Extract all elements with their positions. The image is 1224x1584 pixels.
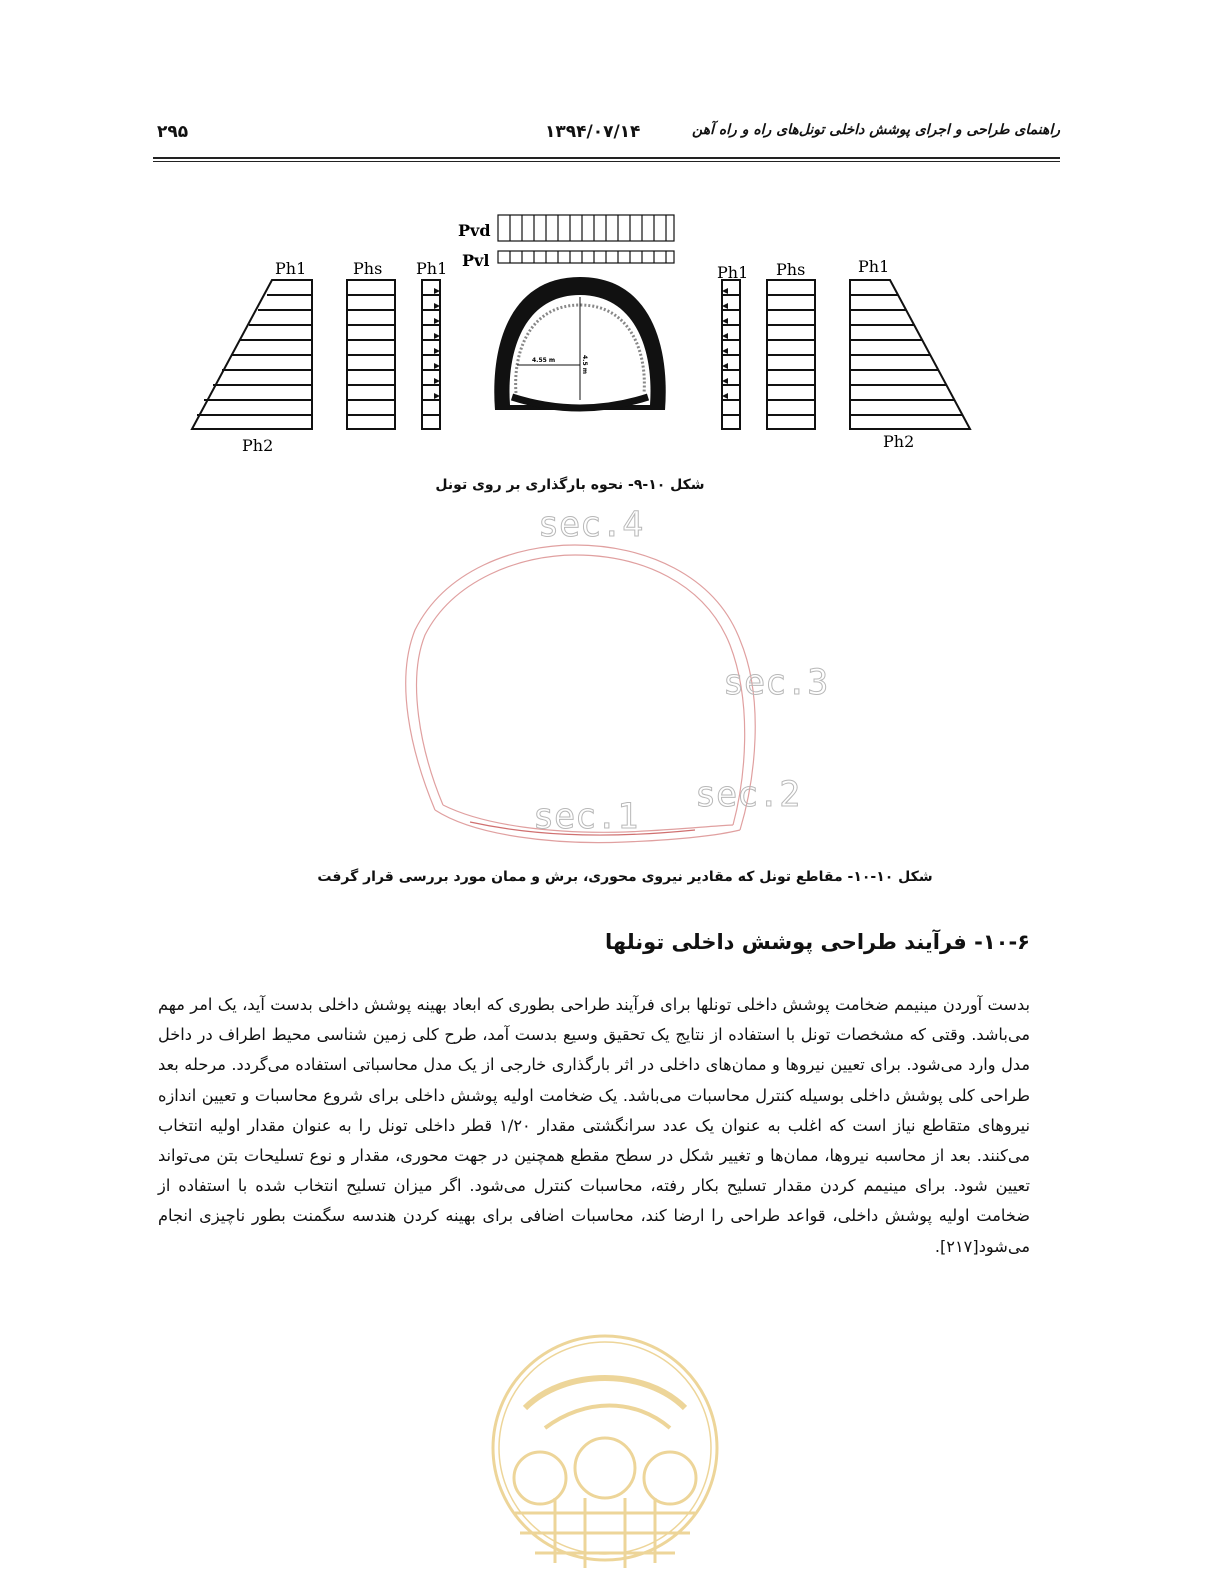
figure2-caption: شکل ۱۰-۱۰- مقاطع تونل که مقادیر نیروی محوری، برش و ممان مورد بررسی قرار گرفت [317, 869, 933, 885]
pvd-load [498, 215, 674, 241]
right-narrow-load [722, 280, 740, 429]
pvd-label: Pvd [458, 221, 491, 240]
pvl-load [498, 251, 674, 263]
section-heading: ۱۰-۶- فرآیند طراحی پوشش داخلی تونلها [604, 930, 1030, 954]
header-rule-thin [153, 161, 1060, 162]
right-narrow-ph1-label: Ph1 [717, 263, 749, 282]
loading-diagram [180, 205, 990, 465]
page-header [155, 118, 1060, 148]
header-title: راهنمای طراحی و اجرای پوشش داخلی تونل‌های راه و راه آهن [692, 122, 1060, 138]
tunnel-height-dim: 4.5 m [581, 355, 588, 374]
right-ph2-label: Ph2 [883, 432, 915, 451]
header-rule [153, 157, 1060, 159]
right-phs-label: Phs [776, 260, 806, 279]
sec4-label: sec.4 [538, 505, 644, 545]
left-ph2-label: Ph2 [242, 436, 274, 455]
sec2-label: sec.2 [695, 775, 801, 815]
left-rectangle-load [347, 280, 395, 429]
figure1-caption: شکل ۱۰-۹- نحوه بارگذاری بر روی تونل [435, 477, 705, 493]
tunnel-cross-section [494, 277, 665, 410]
left-ph1-label: Ph1 [275, 259, 307, 278]
left-trapezoid-load [192, 280, 312, 429]
watermark-logo [485, 1328, 725, 1578]
header-date: ۱۳۹۴/۰۷/۱۴ [545, 122, 641, 142]
right-rectangle-load [767, 280, 815, 429]
page-number: ۲۹۵ [157, 122, 189, 142]
sec3-label: sec.3 [723, 663, 829, 703]
body-paragraph: بدست آوردن مینیمم ضخامت پوشش داخلی تونلها برای فرآیند طراحی بطوری که ابعاد بهینه پوشش داخلی بدست آید، یک امر مهم می‌باشد. وقتی که مشخصات تونل با استفاده از نتایج یک تحقیق وسیع بدست آمد، طرح کلی زمین شناسی محیط اطراف در داخل مدل وارد می‌شود. برای تعیین نیروها و ممان‌های داخلی در اثر بارگذاری خارجی از یک مدل محاسباتی استفاده می‌گردد. مرحله بعد طراحی کلی پوشش داخلی بوسیله کنترل محاسبات می‌باشد. یک ضخامت اولیه پوشش داخلی برای شروع محاسبات و تعیین اندازه نیروهای متقاطع نیاز است که اغلب به عنوان یک عدد سرانگشتی مقدار ۱/۲۰ قطر داخلی تونل را به عنوان مقدار اولیه انتخاب می‌کنند. بعد از محاسبه نیروها، ممان‌ها و تغییر شکل در سطح مقطع همچنین در جهت محوری، مقدار و نوع تسلیحات بتن می‌تواند تعیین شود. برای مینیمم کردن مقدار تسلیح بکار رفته، محاسبات کنترل می‌شود. اگر میزان تسلیح انتخاب شده با استفاده از ضخامت اولیه پوشش داخلی، قواعد طراحی را ارضا کند، محاسبات اضافی برای بهینه کردن هندسه سگمنت بطور ناچیزی انجام می‌شود[۲۱۷]. [158, 995, 1031, 1256]
sec1-label: sec.1 [533, 797, 639, 837]
left-narrow-load [422, 280, 440, 429]
tunnel-sections-diagram [395, 500, 855, 845]
tunnel-width-dim: 4.55 m [532, 357, 556, 364]
left-narrow-ph1-label: Ph1 [416, 259, 448, 278]
pvl-label: Pvl [462, 251, 490, 270]
left-phs-label: Phs [353, 259, 383, 278]
right-ph1-label: Ph1 [858, 257, 890, 276]
right-trapezoid-load [850, 280, 970, 429]
